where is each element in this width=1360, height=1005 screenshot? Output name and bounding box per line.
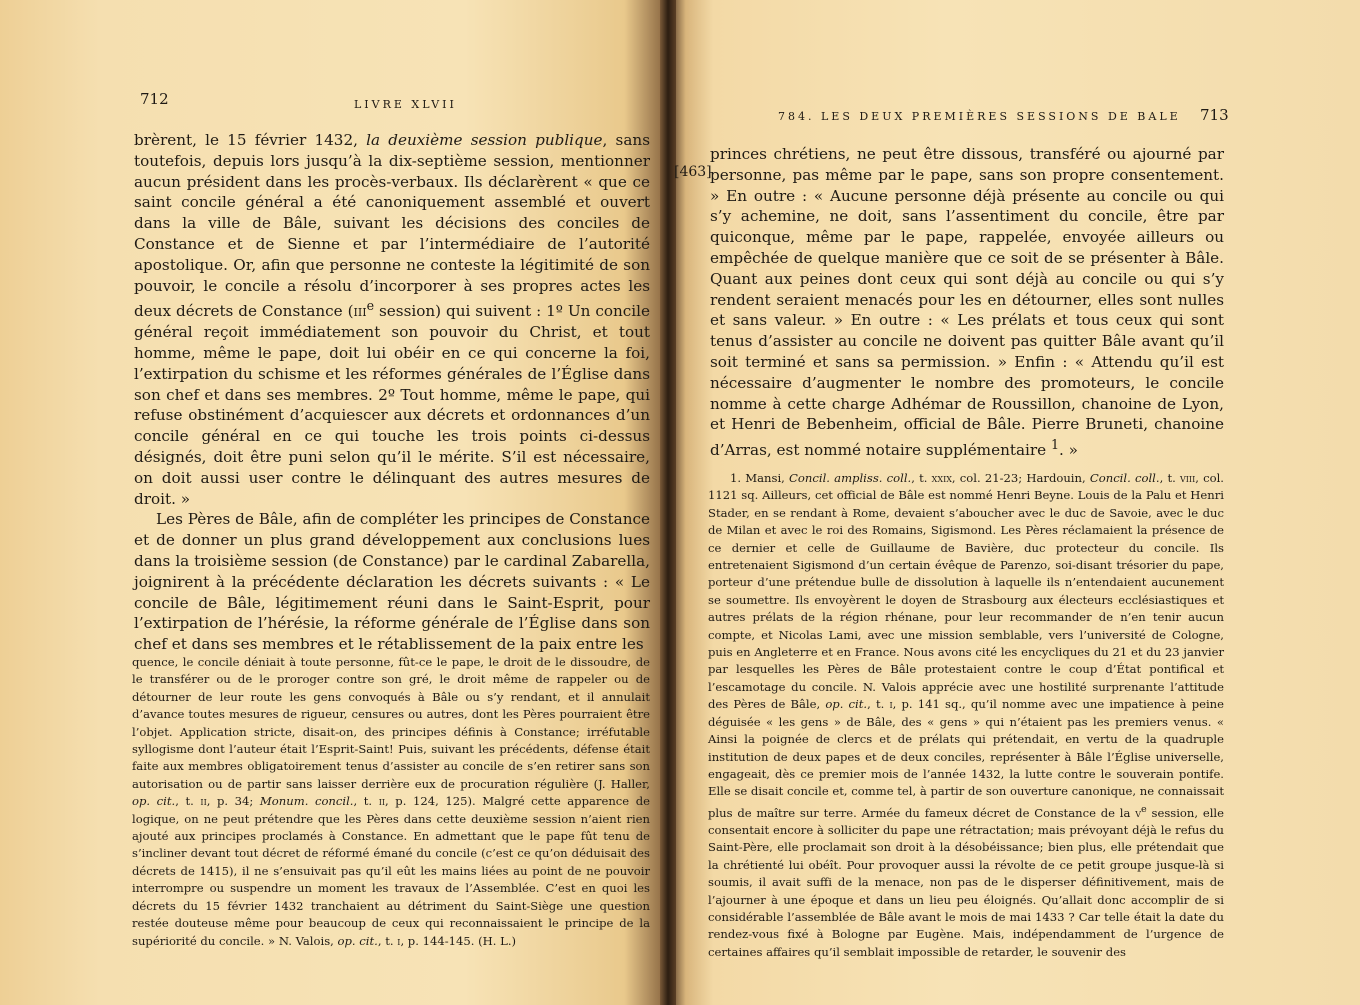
paragraph: Les Pères de Bâle, afin de compléter les principes de Constance et de donner un plus grand développement aux conclusions lues dans la troisième session (de Constance) par le cardinal Zabarella, joignirent à la précédente déclaration les décrets suivants : « Le concile de Bâle, légitimement réuni dans le Saint-Esprit, pour l’extirpation de l’hérésie, la réforme générale de l’Église dans son chef et dans ses membres et le rétablissement de la paix entre les (134, 510, 650, 654)
paragraph: brèrent, le 15 février 1432, la deuxième session publique, sans toutefois, depuis lors jusqu’à la dix-septième session, mentionner aucun président dans les procès-verbaux. Ils déclarèrent « que ce saint concile général a été canoniquement assemblé et ouvert dans la ville de Bâle, suivant les décisions des conciles de Constance et de Sienne et par l’intermédiaire de l’autorité apostolique. Or, afin que personne ne conteste la légitimité de son pouvoir, le concile a résolu d’incorporer à ses propres actes les deux décrets de Constance (iii$^e$ session) qui suivent : 1º Un concile général reçoit immédiatement son pouvoir du Christ, et tout homme, même le pape, doit lui obéir en ce qui concerne la foi, l’extirpation du schisme et les réformes générales de l’Église dans son chef et dans ses membres. 2º Tout homme, même le pape, qui refuse obstinément d’acquiescer aux décrets et ordonnances d’un concile général en ce qui touche les trois points ci-dessus désignés, doit être puni selon qu’il le mérite. S’il est nécessaire, on doit aussi user contre le délinquant des autres mesures de droit. » (134, 131, 651, 508)
footnote: 1. Mansi, Concil. ampliss. coll., t. xxix, col. 21-23; Hardouin, Concil. coll., t. viii, col. 1121 sq. Ailleurs, cet official de Bâle est nommé Henri Beyne. Louis de la Palu et Henri Stader, en se rendant à Rome, devaient s’aboucher avec le duc de Savoie, avec le duc de Milan et avec le roi des Romains, Sigismond. Les Pères réclamaient la présence de ce dernier et celle de Guillaume de Bavière, duc protecteur du concile. Ils entretenaient Sigismond d’un certain évêque de Parenzo, soi-disant trésorier du pape, porteur d’une prétendue bulle de dissolution à laquelle ils n’entendaient aucunement se soumettre. Ils envoyèrent le doyen de Strasbourg aux électeurs ecclésiastiques et autres prélats de la région rhénane, pour leur recommander de n’en tenir aucun compte, et Nicolas Lami, avec une mission semblable, vers l’université de Cologne, puis en Angleterre et en France. Nous avons cité les encycliques du 21 et du 23 janvier par lesquelles les Pères de Bâle protestaient contre le coup d’État pontifical et l’escamotage du concile. N. Valois apprécie avec une hostilité surprenante l’attitude des Pères de Bâle, op. cit., t. i, p. 141 sq., qu’il nomme avec une impatience à peine déguisée « les gens » de Bâle, des « gens » qui n’étaient pas les premiers venus. « Ainsi la poignée de clercs et de prélats qui prétendait, en vertu de la quadruple institution de deux papes et de deux conciles, représenter à Bâle l’Église universelle, engageait, dès ce premier mois de l’année 1432, la lutte contre le souverain pontife. Elle se disait concile et, comme tel, à partir de son ouverture canonique, ne connaissait plus de maître sur terre. Armée du fameux décret de Constance de la $v^e$ session, elle consentait encore à solliciter du pape une rétractation; mais prévoyant déjà le refus du Saint-Père, elle proclamait son droit à la désobéissance; bien plus, elle prétendait que la chrétienté lui obéît. Pour provoquer aussi la révolte de ce petit groupe jusque-là si soumis, il avait suffi de la menace, non pas de le disperser définitivement, mais de l’ajourner à une époque et dans un lieu peu éloignés. Qu’allait donc accomplir de si considérable l’assemblée de Bâle avant le mois de mai 1433 ? Car telle était la date du rendez-vous fixé à Bologne par Eugène. Mais, indépendamment de l’urgence de certaines affaires qu’il semblait impossible de retarder, le souvenir des (708, 471, 1225, 959)
page-number: 712 (140, 90, 169, 108)
main-text (134, 130, 650, 655)
footnote: quence, le concile déniait à toute personne, fût-ce le pape, le droit de le dissoudre, de le transférer ou de le proroger contre son gré, le droit même de rappeler ou de détourner de leur route les gens convoqués à Bâle ou s’y rendant, et il annulait d’avance toutes mesures de rigueur, censures ou autres, dont les Pères pourraient être l’objet. Application stricte, disait-on, des principes définis à Constance; irréfutable syllogisme dont l’auteur était l’Esprit-Saint! Puis, suivant les précédents, défense était faite aux membres obligatoirement tenus d’assister au concile de s’en retirer sans son autorisation ou de partir sans laisser derrière eux de procuration régulière (J. Haller, op. cit., t. ii, p. 34; Monum. concil., t. ii, p. 124, 125). Malgré cette apparence de logique, on ne peut prétendre que les Pères dans cette deuxième session n’aient rien ajouté aux principes proclamés à Constance. En admettant que le pape fût tenu de s’incliner devant tout décret de réformé émané du concile (c’est ce qu’on déduisait des décrets de 1415), il ne s’ensuivait pas qu’il eût les mains liées au point de ne pouvoir interrompre ou suspendre un moment les travaux de l’Assemblée. C’est en quoi les décrets du 15 février 1432 tranchaient au détriment du Saint-Siège une question restée douteuse même pour beaucoup de ceux qui reconnaissaient le principe de la supériorité du concile. » N. Valois, op. cit., t. i, p. 144-145. (H. L.) (132, 655, 651, 948)
margin-number: [463] (674, 164, 712, 180)
page-number: 713 (1200, 106, 1229, 124)
paragraph: princes chrétiens, ne peut être dissous, transféré ou ajourné par personne, pas même par le pape, sans son propre consentement. » En outre : « Aucune personne déjà présente au concile ou qui s’y achemine, ne doit, sans l’assentiment du concile, être par quiconque, même par le pape, rappelée, envoyée ailleurs ou empêchée de quelque manière que ce soit de se présenter à Bâle. Quant aux peines dont ceux qui sont déjà au concile ou qui s’y rendent seraient menacés pour les en détourner, elles sont nulles et sans valeur. » En outre : « Les prélats et tous ceux qui sont tenus d’assister au concile ne doivent pas quitter Bâle avant qu’il soit terminé et sans sa permission. » Enfin : « Attendu qu’il est nécessaire d’augmenter le nombre des promoteurs, le concile nomme à cette charge Adhémar de Roussillon, chanoine de Lyon, et Henri de Bebenheim, official de Bâle. Pierre Bruneti, chanoine d’Arras, est nommé notaire supplémentaire $^1$. » (710, 145, 1224, 460)
right-page (672, 0, 1360, 1005)
running-head: 784. LES DEUX PREMIÈRES SESSIONS DE BALE (778, 110, 1181, 123)
left-page (0, 0, 664, 1005)
running-head: LIVRE XLVII (354, 98, 457, 111)
book-gutter (660, 0, 676, 1005)
main-text (710, 144, 1224, 461)
